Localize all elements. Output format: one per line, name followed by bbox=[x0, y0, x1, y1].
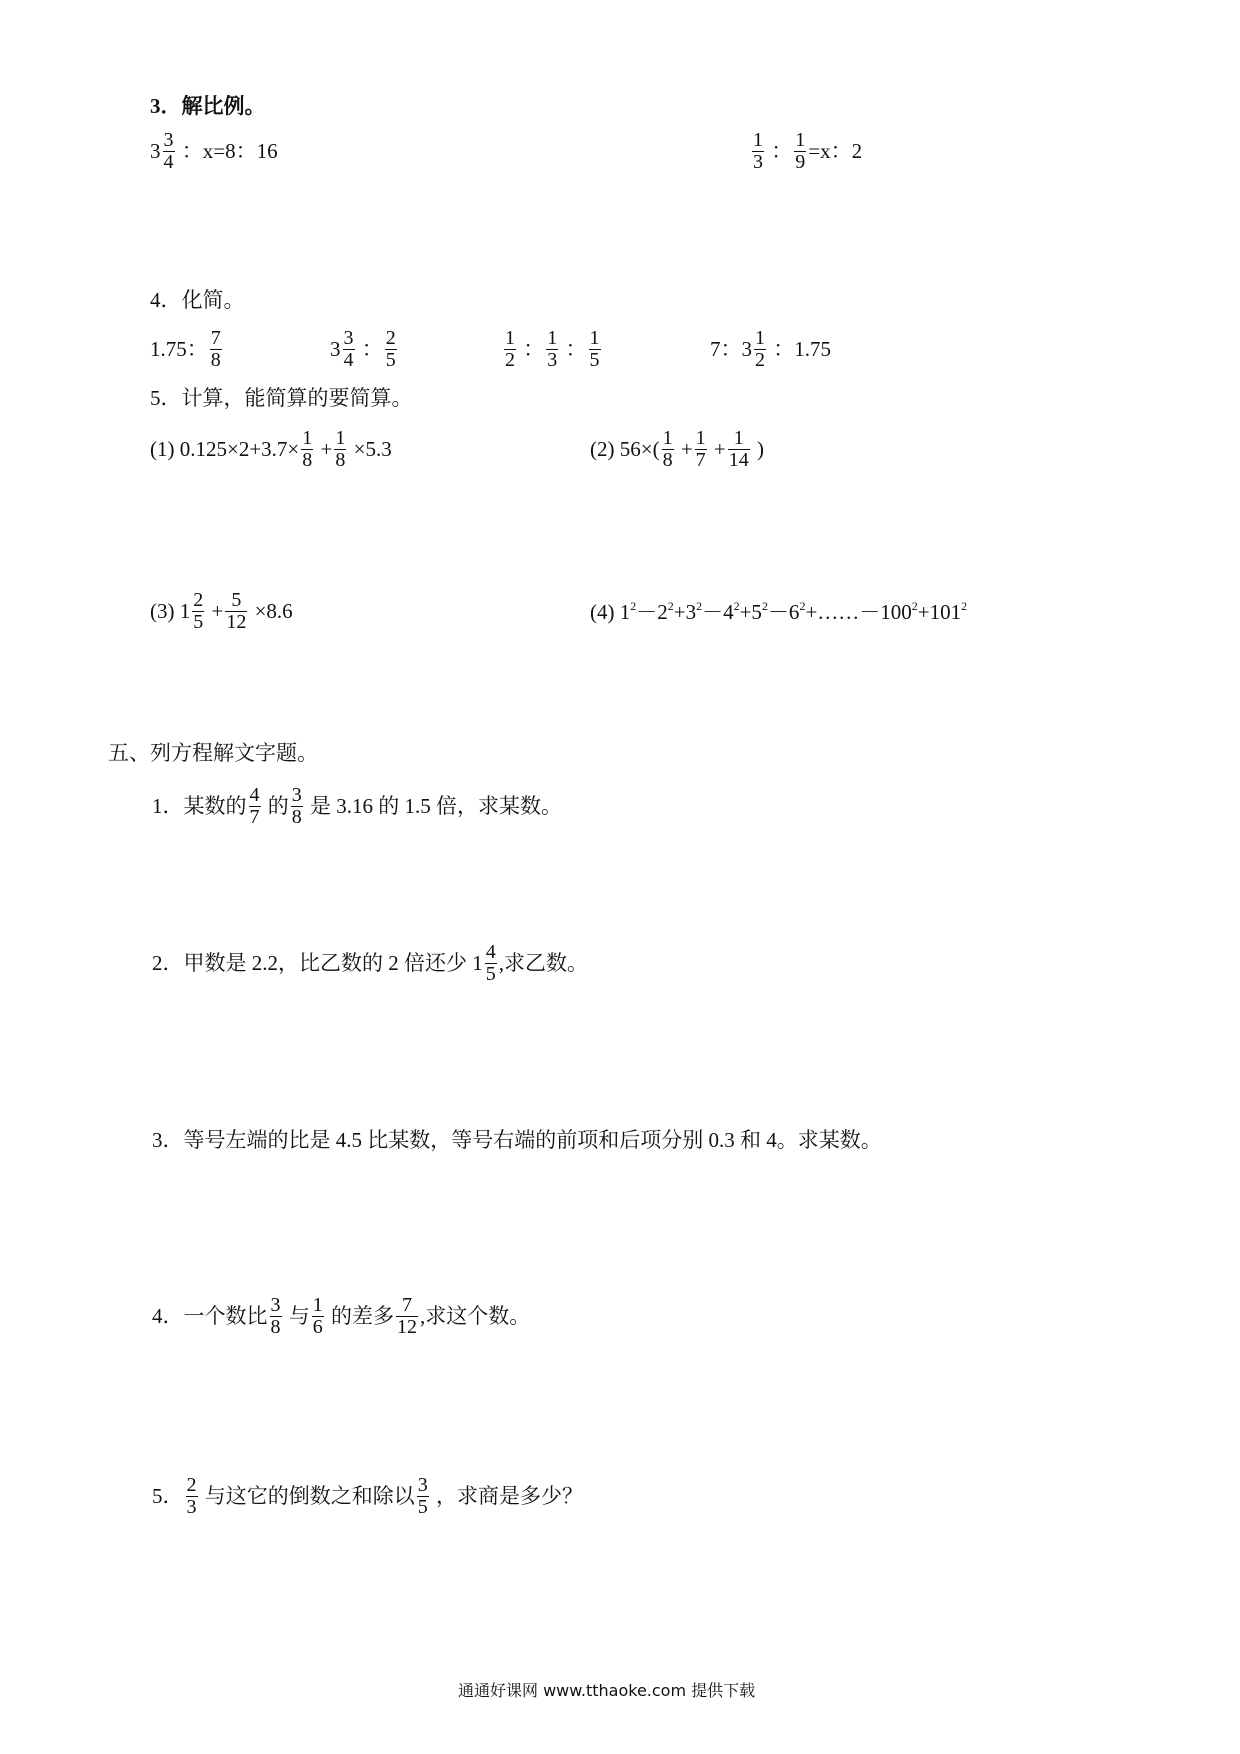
simplify-b: 3 $\frac{3}{4}$ ： $\frac{2}{5}$ bbox=[330, 327, 396, 371]
fraction: $\frac{1}{5}$ bbox=[589, 327, 600, 371]
fraction: $\frac{3}{4}$ bbox=[343, 327, 354, 371]
fraction: $\frac{1}{2}$ bbox=[505, 327, 515, 371]
fraction: $\frac{4}{5}$ bbox=[485, 941, 496, 985]
fraction: $\frac{3}{8}$ bbox=[270, 1294, 281, 1338]
word-problem-3: 3．等号左端的比是 4.5 比某数，等号右端的前项和后项分别 0.3 和 4。求某数。 bbox=[152, 1128, 882, 1152]
fraction: $\frac{1}{6}$ bbox=[312, 1294, 323, 1338]
fraction: $\frac{7}{8}$ bbox=[210, 327, 221, 371]
fraction: $\frac{7}{12}$ bbox=[397, 1294, 417, 1338]
section-5-title: 5．计算，能简算的要简算。 bbox=[150, 386, 413, 410]
fraction: $\frac{2}{5}$ bbox=[385, 327, 396, 371]
fraction: $\frac{1}{8}$ bbox=[335, 427, 346, 471]
simplify-d: 7：3 $\frac{1}{2}$ ：1.75 bbox=[710, 327, 831, 371]
simplify-a: 1.75： $\frac{7}{8}$ bbox=[150, 327, 221, 371]
fraction: $\frac{3}{5}$ bbox=[417, 1474, 428, 1518]
word-problem-1: 1．某数的 $\frac{4}{7}$ 的 $\frac{3}{8}$ 是 3.16 的 1.5 倍，求某数。 bbox=[152, 784, 562, 828]
proportion-rest: ：x=8：16 bbox=[181, 139, 278, 163]
calc-2: (2) 56×( $\frac{1}{8}$ + $\frac{1}{7}$ + $\frac{1}{14}$ ) bbox=[590, 427, 765, 471]
section-3-title: 3．解比例。 bbox=[150, 94, 266, 118]
fraction: $\frac{1}{3}$ bbox=[547, 327, 558, 371]
fraction: $\frac{1}{14}$ bbox=[728, 427, 749, 471]
fraction: $\frac{5}{12}$ bbox=[226, 589, 247, 633]
fraction: $\frac{3}{4}$ bbox=[163, 129, 174, 173]
fraction: $\frac{1}{8}$ bbox=[662, 427, 673, 471]
calc-3: (3) 1 $\frac{2}{5}$ + $\frac{5}{12}$ ×8.6 bbox=[150, 589, 293, 633]
fraction: $\frac{3}{8}$ bbox=[291, 784, 302, 828]
word-problem-4: 4．一个数比 $\frac{3}{8}$ 与 $\frac{1}{6}$ 的差多 $\frac{7}{12}$ ,求这个数。 bbox=[152, 1294, 531, 1338]
whole-part: 3 bbox=[150, 139, 161, 163]
fraction: $\frac{2}{3}$ bbox=[186, 1474, 197, 1518]
fraction: $\frac{4}{7}$ bbox=[249, 784, 260, 828]
fraction: $\frac{1}{7}$ bbox=[695, 427, 706, 471]
part-5-title: 五、列方程解文字题。 bbox=[108, 741, 318, 765]
footer-credit: 通通好课网 www.tthaoke.com 提供下载 bbox=[458, 1681, 756, 1700]
calc-1: (1) 0.125×2+3.7× $\frac{1}{8}$ + $\frac{1}{8}$ ×5.3 bbox=[150, 427, 392, 471]
fraction: $\frac{1}{2}$ bbox=[755, 327, 765, 371]
calc-4: (4) $1^2-2^2+3^2-4^2+5^2-6^2+\dots\dots-100^2+101^2$ bbox=[590, 599, 968, 624]
section-4-title: 4．化简。 bbox=[150, 288, 245, 312]
ratio-sign: ： bbox=[771, 139, 793, 163]
simplify-c: $\frac{1}{2}$ ： $\frac{1}{3}$ ： $\frac{1}{5}$ bbox=[505, 327, 600, 371]
fraction: $\frac{1}{8}$ bbox=[302, 427, 313, 471]
proportion-1 bbox=[150, 130, 278, 173]
fraction: $\frac{2}{5}$ bbox=[193, 589, 204, 633]
fraction: $\frac{1}{9}$ bbox=[795, 129, 806, 173]
proportion-rest: =x：2 bbox=[808, 139, 863, 163]
proportion-2 bbox=[750, 130, 862, 173]
word-problem-5: 5． $\frac{2}{3}$ 与这它的倒数之和除以 $\frac{3}{5}$ ，求商是多少？ bbox=[152, 1474, 583, 1518]
fraction: $\frac{1}{3}$ bbox=[753, 129, 763, 173]
word-problem-2: 2．甲数是 2.2，比乙数的 2 倍还少 1 $\frac{4}{5}$ ,求乙数。 bbox=[152, 941, 588, 985]
